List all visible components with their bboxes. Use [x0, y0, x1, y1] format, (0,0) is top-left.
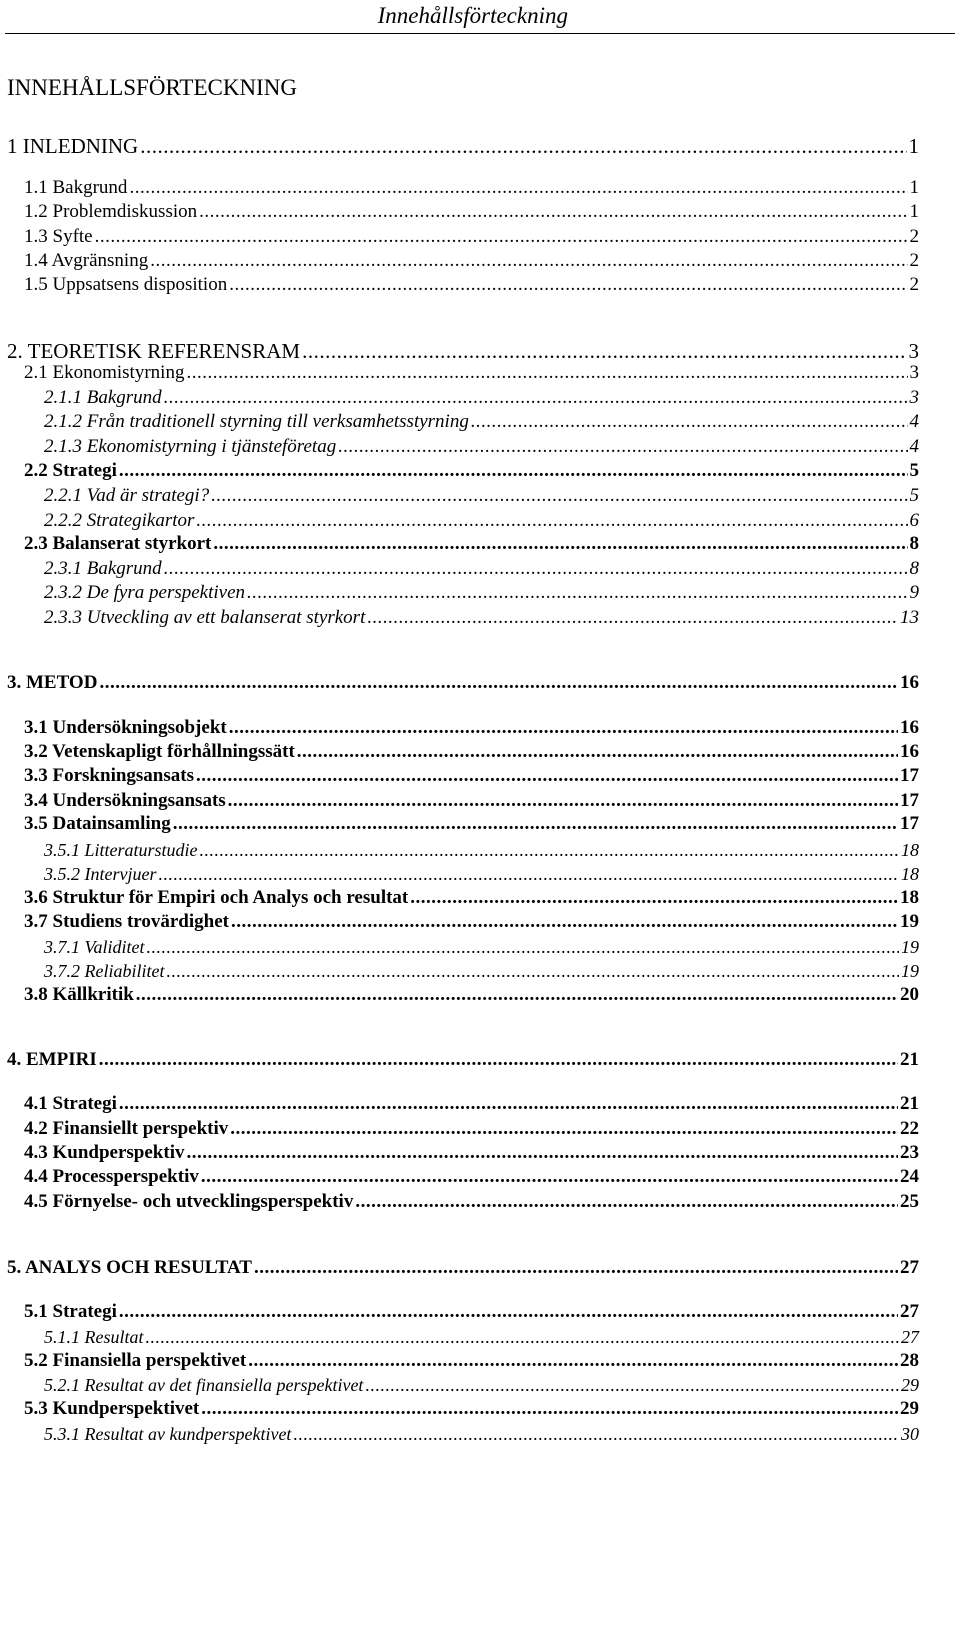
- dot-leader: [129, 176, 907, 200]
- dot-leader: [230, 1117, 898, 1141]
- toc-entry-page: 16: [900, 741, 919, 762]
- toc-entry-page: 19: [901, 961, 919, 981]
- toc-entry-label: 2.3 Balanserat styrkort: [24, 533, 212, 554]
- toc-entry-page: 19: [900, 911, 919, 932]
- toc-entry-label: 3.7.1 Validitet: [44, 937, 145, 957]
- toc-entry-label: 1.5 Uppsatsens disposition: [24, 274, 228, 295]
- toc-entry[interactable]: [24, 1092, 919, 1116]
- toc-entry-label: 4.1 Strategi: [24, 1093, 117, 1114]
- running-header: Innehållsförteckning: [377, 3, 568, 28]
- toc-entry-label: 3.7.2 Reliabilitet: [44, 961, 165, 981]
- dot-leader: [211, 484, 907, 508]
- toc-entry-label: 3.2 Vetenskapligt förhållningssätt: [24, 741, 295, 762]
- toc-entry-page: 8: [909, 533, 919, 554]
- dot-leader: [410, 886, 898, 910]
- toc-entry-label: 3.5.2 Intervjuer: [44, 864, 157, 884]
- toc-entry[interactable]: [7, 671, 919, 695]
- toc-entry-page: 21: [900, 1049, 919, 1070]
- toc-entry[interactable]: [44, 959, 919, 983]
- toc-entry-page: 28: [900, 1350, 919, 1371]
- toc-entry-page: 13: [900, 607, 919, 628]
- toc-entry[interactable]: [24, 789, 919, 813]
- dot-leader: [293, 1422, 899, 1446]
- toc-entry[interactable]: [44, 1422, 919, 1446]
- dot-leader: [119, 459, 908, 483]
- dot-leader: [201, 1165, 898, 1189]
- dot-leader: [150, 249, 907, 273]
- dot-leader: [367, 606, 898, 630]
- toc-entry-page: 29: [901, 1375, 919, 1395]
- dot-leader: [147, 935, 900, 959]
- toc-entry-label: 2.2.2 Strategikartor: [44, 510, 195, 531]
- toc-entry[interactable]: [24, 1300, 919, 1324]
- toc-entry[interactable]: [24, 983, 919, 1007]
- toc-entry[interactable]: [44, 509, 919, 533]
- toc-entry[interactable]: [24, 176, 919, 200]
- toc-entry-page: 3: [909, 387, 919, 408]
- toc-entry-label: 3.5 Datainsamling: [24, 813, 171, 834]
- toc-entry-page: 21: [900, 1093, 919, 1114]
- dot-leader: [254, 1256, 898, 1280]
- toc-entry-page: 2: [909, 250, 919, 271]
- toc-entry[interactable]: [44, 557, 919, 581]
- toc-entry-label: 5.2.1 Resultat av det finansiella perspektivet: [44, 1375, 364, 1395]
- dot-leader: [200, 838, 899, 862]
- toc-entry-page: 3: [908, 339, 919, 363]
- toc-entry-label: 2.2 Strategi: [24, 460, 117, 481]
- toc-entry-label: 3.1 Undersökningsobjekt: [24, 717, 227, 738]
- toc-entry-page: 6: [909, 510, 919, 531]
- toc-entry[interactable]: [24, 459, 919, 483]
- dot-leader: [186, 361, 907, 385]
- toc-entry-label: 1.1 Bakgrund: [24, 177, 128, 198]
- dot-leader: [95, 225, 908, 249]
- dot-leader: [158, 862, 899, 886]
- toc-entry[interactable]: [44, 386, 919, 410]
- dot-leader: [355, 1190, 898, 1214]
- toc-entry[interactable]: [24, 1141, 919, 1165]
- toc-entry-label: 3.5.1 Litteraturstudie: [44, 840, 198, 860]
- toc-entry[interactable]: [44, 935, 919, 959]
- dot-leader: [99, 671, 898, 695]
- toc-entry-page: 2: [909, 274, 919, 295]
- toc-entry-page: 9: [909, 582, 919, 603]
- toc-entry-label: 2.3.1 Bakgrund: [44, 558, 162, 579]
- dot-leader: [228, 789, 898, 813]
- toc-entry-page: 16: [900, 672, 919, 693]
- dot-leader: [297, 740, 898, 764]
- dot-leader: [229, 273, 907, 297]
- toc-entry[interactable]: [7, 134, 919, 158]
- dot-leader: [119, 1300, 898, 1324]
- toc-entry-page: 20: [900, 984, 919, 1005]
- toc-entry-label: 5.3 Kundperspektivet: [24, 1398, 200, 1419]
- toc-entry[interactable]: [24, 740, 919, 764]
- toc-entry-label: 3.8 Källkritik: [24, 984, 134, 1005]
- toc-entry-page: 1: [909, 177, 919, 198]
- toc-entry-page: 27: [900, 1301, 919, 1322]
- toc-entry[interactable]: [24, 1190, 919, 1214]
- toc-entry[interactable]: [44, 838, 919, 862]
- toc-entry-page: 30: [901, 1424, 919, 1444]
- toc-entry-label: 2.2.1 Vad är strategi?: [44, 485, 210, 506]
- dot-leader: [338, 435, 907, 459]
- toc-entry[interactable]: [44, 606, 919, 630]
- dot-leader: [196, 509, 907, 533]
- toc-entry-label: 3.7 Studiens trovärdighet: [24, 911, 229, 932]
- toc-entry[interactable]: [24, 200, 919, 224]
- dot-leader: [173, 812, 898, 836]
- toc-entry[interactable]: [44, 484, 919, 508]
- header-rule: [5, 33, 955, 34]
- toc-entry[interactable]: [44, 435, 919, 459]
- toc-entry[interactable]: [24, 716, 919, 740]
- dot-leader: [199, 200, 907, 224]
- dot-leader: [201, 1397, 898, 1421]
- toc-entry-page: 22: [900, 1118, 919, 1139]
- toc-entry-page: 19: [901, 937, 919, 957]
- dot-leader: [99, 1048, 898, 1072]
- toc-entry[interactable]: [24, 361, 919, 385]
- dot-leader: [136, 983, 898, 1007]
- dot-leader: [247, 581, 907, 605]
- dot-leader: [213, 532, 907, 556]
- toc-entry-label: 5.2 Finansiella perspektivet: [24, 1350, 247, 1371]
- toc-entry[interactable]: [7, 1048, 919, 1072]
- toc-entry-page: 4: [909, 411, 919, 432]
- toc-entry-label: 5.3.1 Resultat av kundperspektivet: [44, 1424, 292, 1444]
- toc-entry[interactable]: [24, 812, 919, 836]
- toc-entry[interactable]: [24, 225, 919, 249]
- toc-entry-label: 4. EMPIRI: [7, 1049, 97, 1070]
- toc-entry-page: 8: [909, 558, 919, 579]
- toc-entry-page: 27: [900, 1257, 919, 1278]
- toc-entry-page: 23: [900, 1142, 919, 1163]
- dot-leader: [164, 557, 908, 581]
- dot-leader: [365, 1373, 899, 1397]
- toc-entry-page: 29: [900, 1398, 919, 1419]
- toc-entry-page: 16: [900, 717, 919, 738]
- toc-entry-label: 4.4 Processperspektiv: [24, 1166, 199, 1187]
- toc-entry[interactable]: [44, 1325, 919, 1349]
- toc-entry[interactable]: [24, 1117, 919, 1141]
- toc-entry-page: 4: [909, 436, 919, 457]
- toc-entry-page: 27: [901, 1327, 919, 1347]
- toc-entry-label: 5.1.1 Resultat: [44, 1327, 144, 1347]
- toc-entry-label: 2.3.2 De fyra perspektiven: [44, 582, 246, 603]
- toc-entry-label: 2.1.3 Ekonomistyrning i tjänsteföretag: [44, 436, 337, 457]
- toc-entry-page: 2: [909, 226, 919, 247]
- toc-entry[interactable]: [24, 273, 919, 297]
- toc-entry-page: 17: [900, 790, 919, 811]
- toc-entry[interactable]: [44, 1373, 919, 1397]
- dot-leader: [229, 716, 898, 740]
- toc-entry-page: 17: [900, 813, 919, 834]
- toc-entry-label: 1.3 Syfte: [24, 226, 93, 247]
- dot-leader: [186, 1141, 898, 1165]
- toc-entry-label: 4.5 Förnyelse- och utvecklingsperspektiv: [24, 1191, 354, 1212]
- dot-leader: [302, 339, 906, 363]
- toc-entry[interactable]: [7, 1256, 919, 1280]
- toc-entry-page: 18: [901, 864, 919, 884]
- toc-entry-label: 2.1 Ekonomistyrning: [24, 362, 185, 383]
- dot-leader: [196, 764, 898, 788]
- toc-entry-label: 3. METOD: [7, 672, 98, 693]
- page-header: [0, 0, 960, 34]
- dot-leader: [119, 1092, 898, 1116]
- toc-entry[interactable]: [24, 1397, 919, 1421]
- toc-entry[interactable]: [24, 1165, 919, 1189]
- toc-entry[interactable]: [44, 410, 919, 434]
- toc-entry-label: 3.6 Struktur för Empiri och Analys och resultat: [24, 887, 409, 908]
- toc-entry-page: 17: [900, 765, 919, 786]
- toc-entry-label: 3.4 Undersökningsansats: [24, 790, 226, 811]
- dot-leader: [471, 410, 908, 434]
- toc-entry-page: 1: [908, 134, 919, 158]
- toc-entry-label: 4.2 Finansiellt perspektiv: [24, 1118, 229, 1139]
- toc-entry-label: 2.1.2 Från traditionell styrning till verksamhetsstyrning: [44, 411, 469, 432]
- toc-entry-label: 1.2 Problemdiskussion: [24, 201, 198, 222]
- toc-entry-page: 25: [900, 1191, 919, 1212]
- toc-entry[interactable]: [24, 910, 919, 934]
- toc-entry-page: 18: [901, 840, 919, 860]
- dot-leader: [164, 386, 908, 410]
- toc-entry[interactable]: [24, 1349, 919, 1373]
- toc-entry-page: 24: [900, 1166, 919, 1187]
- toc-entry-label: 4.3 Kundperspektiv: [24, 1142, 185, 1163]
- toc-entry-page: 3: [909, 362, 919, 383]
- toc-entry-label: 1.4 Avgränsning: [24, 250, 149, 271]
- dot-leader: [140, 134, 906, 158]
- dot-leader: [146, 1325, 900, 1349]
- toc-entry[interactable]: [24, 249, 919, 273]
- toc-entry-label: 2.3.3 Utveckling av ett balanserat styrkort: [44, 607, 366, 628]
- toc-entry[interactable]: [44, 581, 919, 605]
- toc-entry-page: 1: [909, 201, 919, 222]
- toc-entry-label: 5.1 Strategi: [24, 1301, 117, 1322]
- dot-leader: [231, 910, 898, 934]
- toc-entry-label: 2. TEORETISK REFERENSRAM: [7, 339, 301, 363]
- toc-entry[interactable]: [24, 764, 919, 788]
- toc-entry-page: 5: [909, 485, 919, 506]
- toc-entry-label: 3.3 Forskningsansats: [24, 765, 194, 786]
- toc-entry-label: 1 INLEDNING: [7, 134, 139, 158]
- toc-entry-page: 5: [909, 460, 919, 481]
- toc-entry-label: 2.1.1 Bakgrund: [44, 387, 162, 408]
- toc-entry-label: 5. ANALYS OCH RESULTAT: [7, 1257, 252, 1278]
- toc-entry[interactable]: [24, 886, 919, 910]
- dot-leader: [248, 1349, 898, 1373]
- toc-entry[interactable]: [24, 532, 919, 556]
- toc-entry-page: 18: [900, 887, 919, 908]
- document-title: INNEHÅLLSFÖRTECKNING: [7, 75, 297, 100]
- toc-entry[interactable]: [7, 339, 919, 363]
- toc-entry[interactable]: [44, 862, 919, 886]
- dot-leader: [166, 959, 899, 983]
